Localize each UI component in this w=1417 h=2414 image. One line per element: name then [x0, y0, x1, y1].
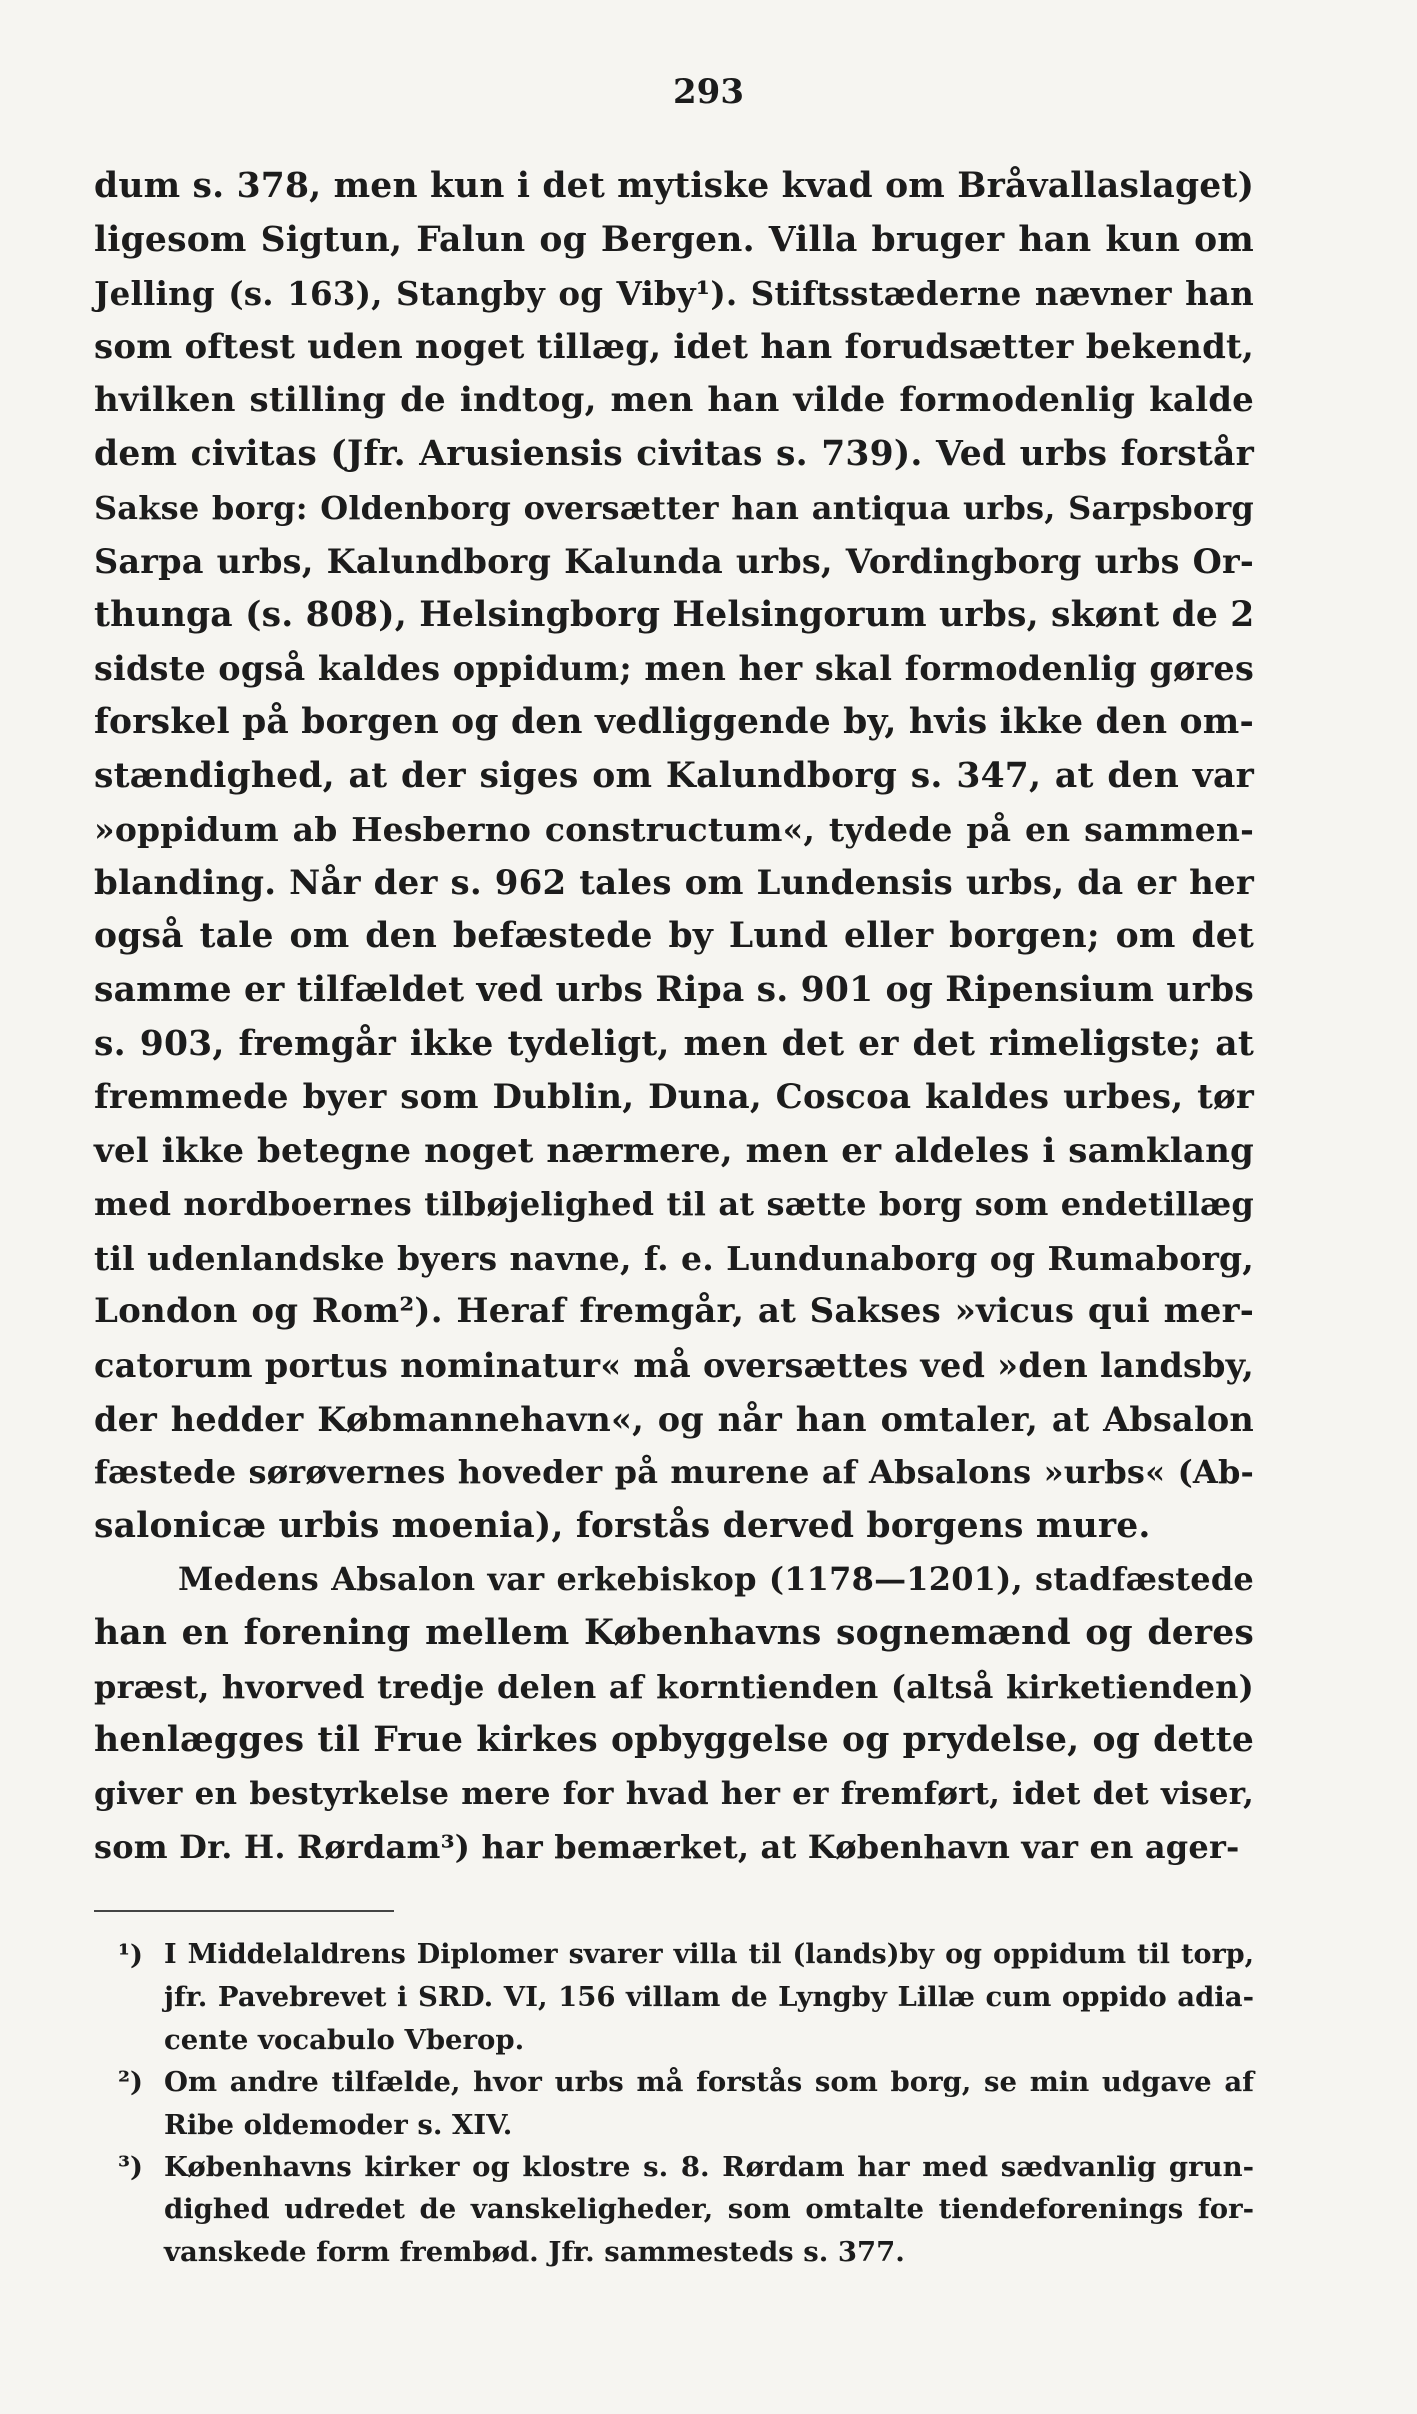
body-line: som Dr. H. Rørdam³) har bemærket, at København var en ager-: [94, 1828, 1240, 1867]
footnote-rule: [94, 1910, 394, 1912]
body-line: sidste også kaldes oppidum; men her skal formodenlig gøres: [94, 649, 1254, 689]
body-line: han en forening mellem Københavns sognemænd og deres: [94, 1613, 1254, 1654]
footnote-line: Ribe oldemoder s. XIV.: [164, 2108, 513, 2141]
body-line: catorum portus nominatur« må oversættes ved »den landsby,: [94, 1346, 1254, 1386]
footnote-1: [118, 1934, 1254, 2061]
body-line: Jelling (s. 163), Stangby og Viby¹). Stiftsstæderne nævner han: [94, 274, 1254, 314]
footnote-line: Om andre tilfælde, hvor urbs må forstås som borg, se min udgave af: [164, 2066, 1254, 2099]
body-line: salonicæ urbis moenia), forstås derved borgens mure.: [94, 1505, 1151, 1546]
body-line: vel ikke betegne noget nærmere, men er aldeles i samklang: [94, 1130, 1254, 1171]
footnote-marker: ³): [118, 2151, 144, 2184]
body-line: blanding. Når der s. 962 tales om Lundensis urbs, da er her: [94, 862, 1254, 903]
body-line: giver en bestyrkelse mere for hvad her er fremført, idet det viser,: [94, 1775, 1254, 1812]
footnotes: [118, 1934, 1254, 2273]
body-line: London og Rom²). Heraf fremgår, at Sakses »vicus qui mer-: [94, 1291, 1254, 1332]
body-line: samme er tilfældet ved urbs Ripa s. 901 og Ripensium urbs: [94, 969, 1254, 1010]
body-line: fremmede byer som Dublin, Duna, Coscoa kaldes urbes, tør: [94, 1077, 1254, 1118]
body-line: også tale om den befæstede by Lund eller borgen; om det: [94, 916, 1254, 957]
body-line: s. 903, fremgår ikke tydeligt, men det er det rimeligste; at: [94, 1023, 1254, 1064]
body-line: dum s. 378, men kun i det mytiske kvad om Bråvallaslaget): [94, 166, 1255, 206]
footnote-line: I Middelaldrens Diplomer svarer villa til (lands)by og oppidum til torp,: [164, 1939, 1254, 1970]
body-line: til udenlandske byers navne, f. e. Lundunaborg og Rumaborg,: [94, 1238, 1254, 1278]
footnote-line: dighed udredet de vanskeligheder, som omtalte tiendeforenings for-: [164, 2193, 1254, 2226]
body-line: forskel på borgen og den vedliggende by, hvis ikke den om-: [94, 701, 1254, 742]
body-line: der hedder Købmannehavn«, og når han omtaler, at Absalon: [94, 1399, 1254, 1439]
page-number: 293: [673, 72, 744, 112]
body-line: thunga (s. 808), Helsingborg Helsingorum urbs, skønt de 2: [94, 594, 1255, 635]
body-line: præst, hvorved tredje delen af korntienden (altså kirketienden): [94, 1667, 1254, 1706]
body-line: hvilken stilling de indtog, men han vilde formodenlig kalde: [94, 380, 1254, 421]
body-text: [94, 160, 1254, 1875]
body-line: fæstede sørøvernes hoveder på murene af Absalons »urbs« (Ab-: [94, 1453, 1254, 1492]
body-line: med nordboernes tilbøjelighed til at sætte borg som endetillæg: [94, 1185, 1254, 1224]
body-line: Sakse borg: Oldenborg oversætter han antiqua urbs, Sarpsborg: [94, 488, 1254, 527]
footnote-marker: ²): [118, 2066, 144, 2099]
body-line: ligesom Sigtun, Falun og Bergen. Villa bruger han kun om: [94, 219, 1254, 260]
footnote-line: jfr. Pavebrevet i SRD. VI, 156 villam de Lyngby Lillæ cum oppido adia-: [164, 1981, 1254, 2014]
footnote-3: [118, 2146, 1254, 2273]
footnote-line: cente vocabulo Vberop.: [164, 2023, 525, 2056]
body-line: dem civitas (Jfr. Arusiensis civitas s. 739). Ved urbs forstår: [94, 433, 1254, 474]
body-line: Medens Absalon var erkebiskop (1178—1201), stadfæstede: [178, 1560, 1254, 1599]
body-line: som oftest uden noget tillæg, idet han forudsætter bekendt,: [94, 326, 1254, 367]
footnote-line: vanskede form frembød. Jfr. sammesteds s. 377.: [164, 2235, 905, 2268]
body-line: henlægges til Frue kirkes opbyggelse og prydelse, og dette: [94, 1720, 1254, 1761]
body-line: stændighed, at der siges om Kalundborg s. 347, at den var: [94, 755, 1254, 796]
footnote-marker: ¹): [118, 1939, 144, 1971]
body-line: »oppidum ab Hesberno constructum«, tydede på en sammen-: [94, 810, 1254, 850]
footnote-line: Københavns kirker og klostre s. 8. Rørdam har med sædvanlig grun-: [164, 2151, 1254, 2184]
body-line: Sarpa urbs, Kalundborg Kalunda urbs, Vordingborg urbs Or-: [94, 542, 1254, 582]
footnote-2: [118, 2061, 1254, 2146]
